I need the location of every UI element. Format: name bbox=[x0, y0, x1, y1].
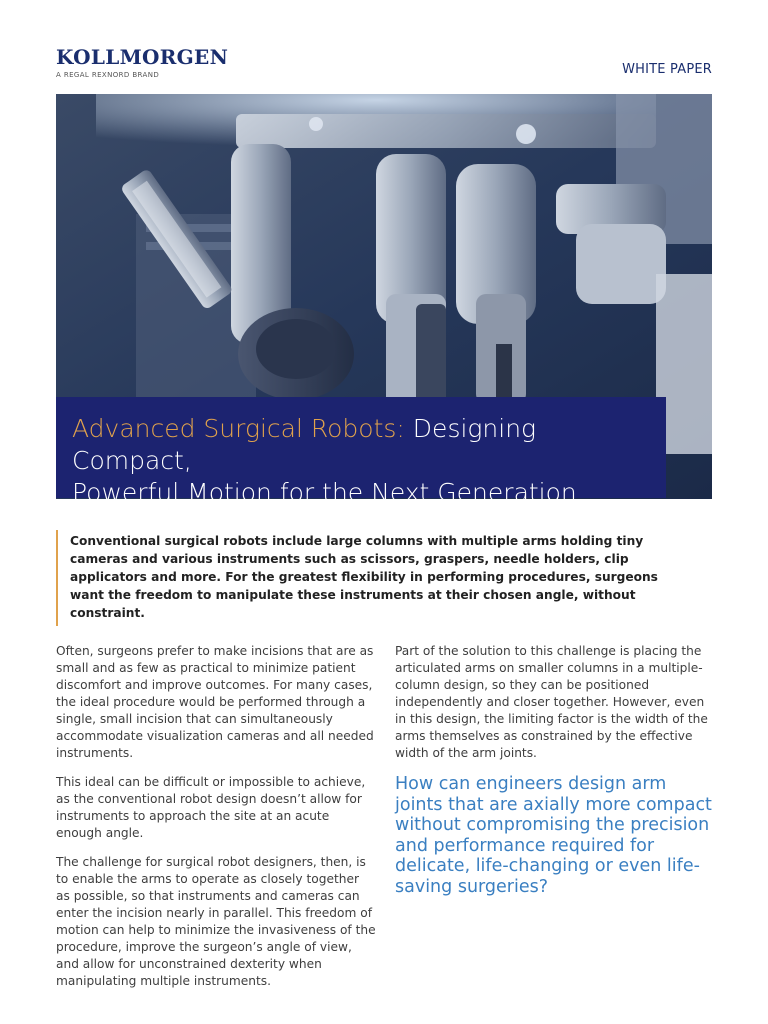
title-rest: Designing Compact, bbox=[72, 414, 537, 475]
kollmorgen-logo bbox=[56, 46, 228, 79]
intro-callout: Conventional surgical robots include large columns with multiple arms holding tiny cameras and various instruments such as scissors, graspers, needle holders, clip applicators and more. For the greatest flexibility in performing procedures, surgeons want the freedom to manipulate these instruments at their chosen angle, without constraint. bbox=[56, 530, 690, 626]
body-paragraph: Part of the solution to this challenge is placing the articulated arms on smaller columns in a multiple-column design, so they can be positioned independently and closer together. However, even in this design, the limiting factor is the width of the arms themselves as constrained by the effective width of the arm joints. bbox=[395, 644, 708, 760]
title-banner bbox=[56, 397, 666, 507]
body-column-right bbox=[395, 643, 715, 897]
title-line-1 bbox=[72, 413, 650, 477]
body-paragraph: Often, surgeons prefer to make incisions that are as small and as few as practical to minimize patient discomfort and improve outcomes. For many cases, the ideal procedure would be performed through a single, small incision that can simultaneously accommodate visualization cameras and all needed instruments. bbox=[56, 644, 374, 760]
brand-tagline: A REGAL REXNORD BRAND bbox=[56, 71, 160, 79]
document-type-label: WHITE PAPER bbox=[622, 62, 712, 77]
brand-name: KOLLMORGEN bbox=[56, 45, 229, 69]
body-column-left bbox=[56, 643, 376, 1002]
title-accent: Advanced Surgical Robots: bbox=[72, 414, 405, 443]
body-paragraph: This ideal can be difficult or impossible to achieve, as the conventional robot design doesn’t allow for instruments to approach the site at an acute enough angle. bbox=[56, 775, 366, 840]
title-line-2: Powerful Motion for the Next Generation bbox=[72, 478, 577, 507]
body-paragraph: The challenge for surgical robot designers, then, is to enable the arms to operate as closely together as possible, so that instruments and cameras can enter the incision nearly in parallel. This freedom of motion can help to minimize the invasiveness of the procedure, improve the surgeon’s angle of view, and allow for unconstrained dexterity when manipulating multiple instruments. bbox=[56, 855, 376, 988]
pull-quote: How can engineers design arm joints that are axially more compact without compromising the precision and performance required for delicate, life-changing or even life-saving surgeries? bbox=[395, 774, 712, 897]
